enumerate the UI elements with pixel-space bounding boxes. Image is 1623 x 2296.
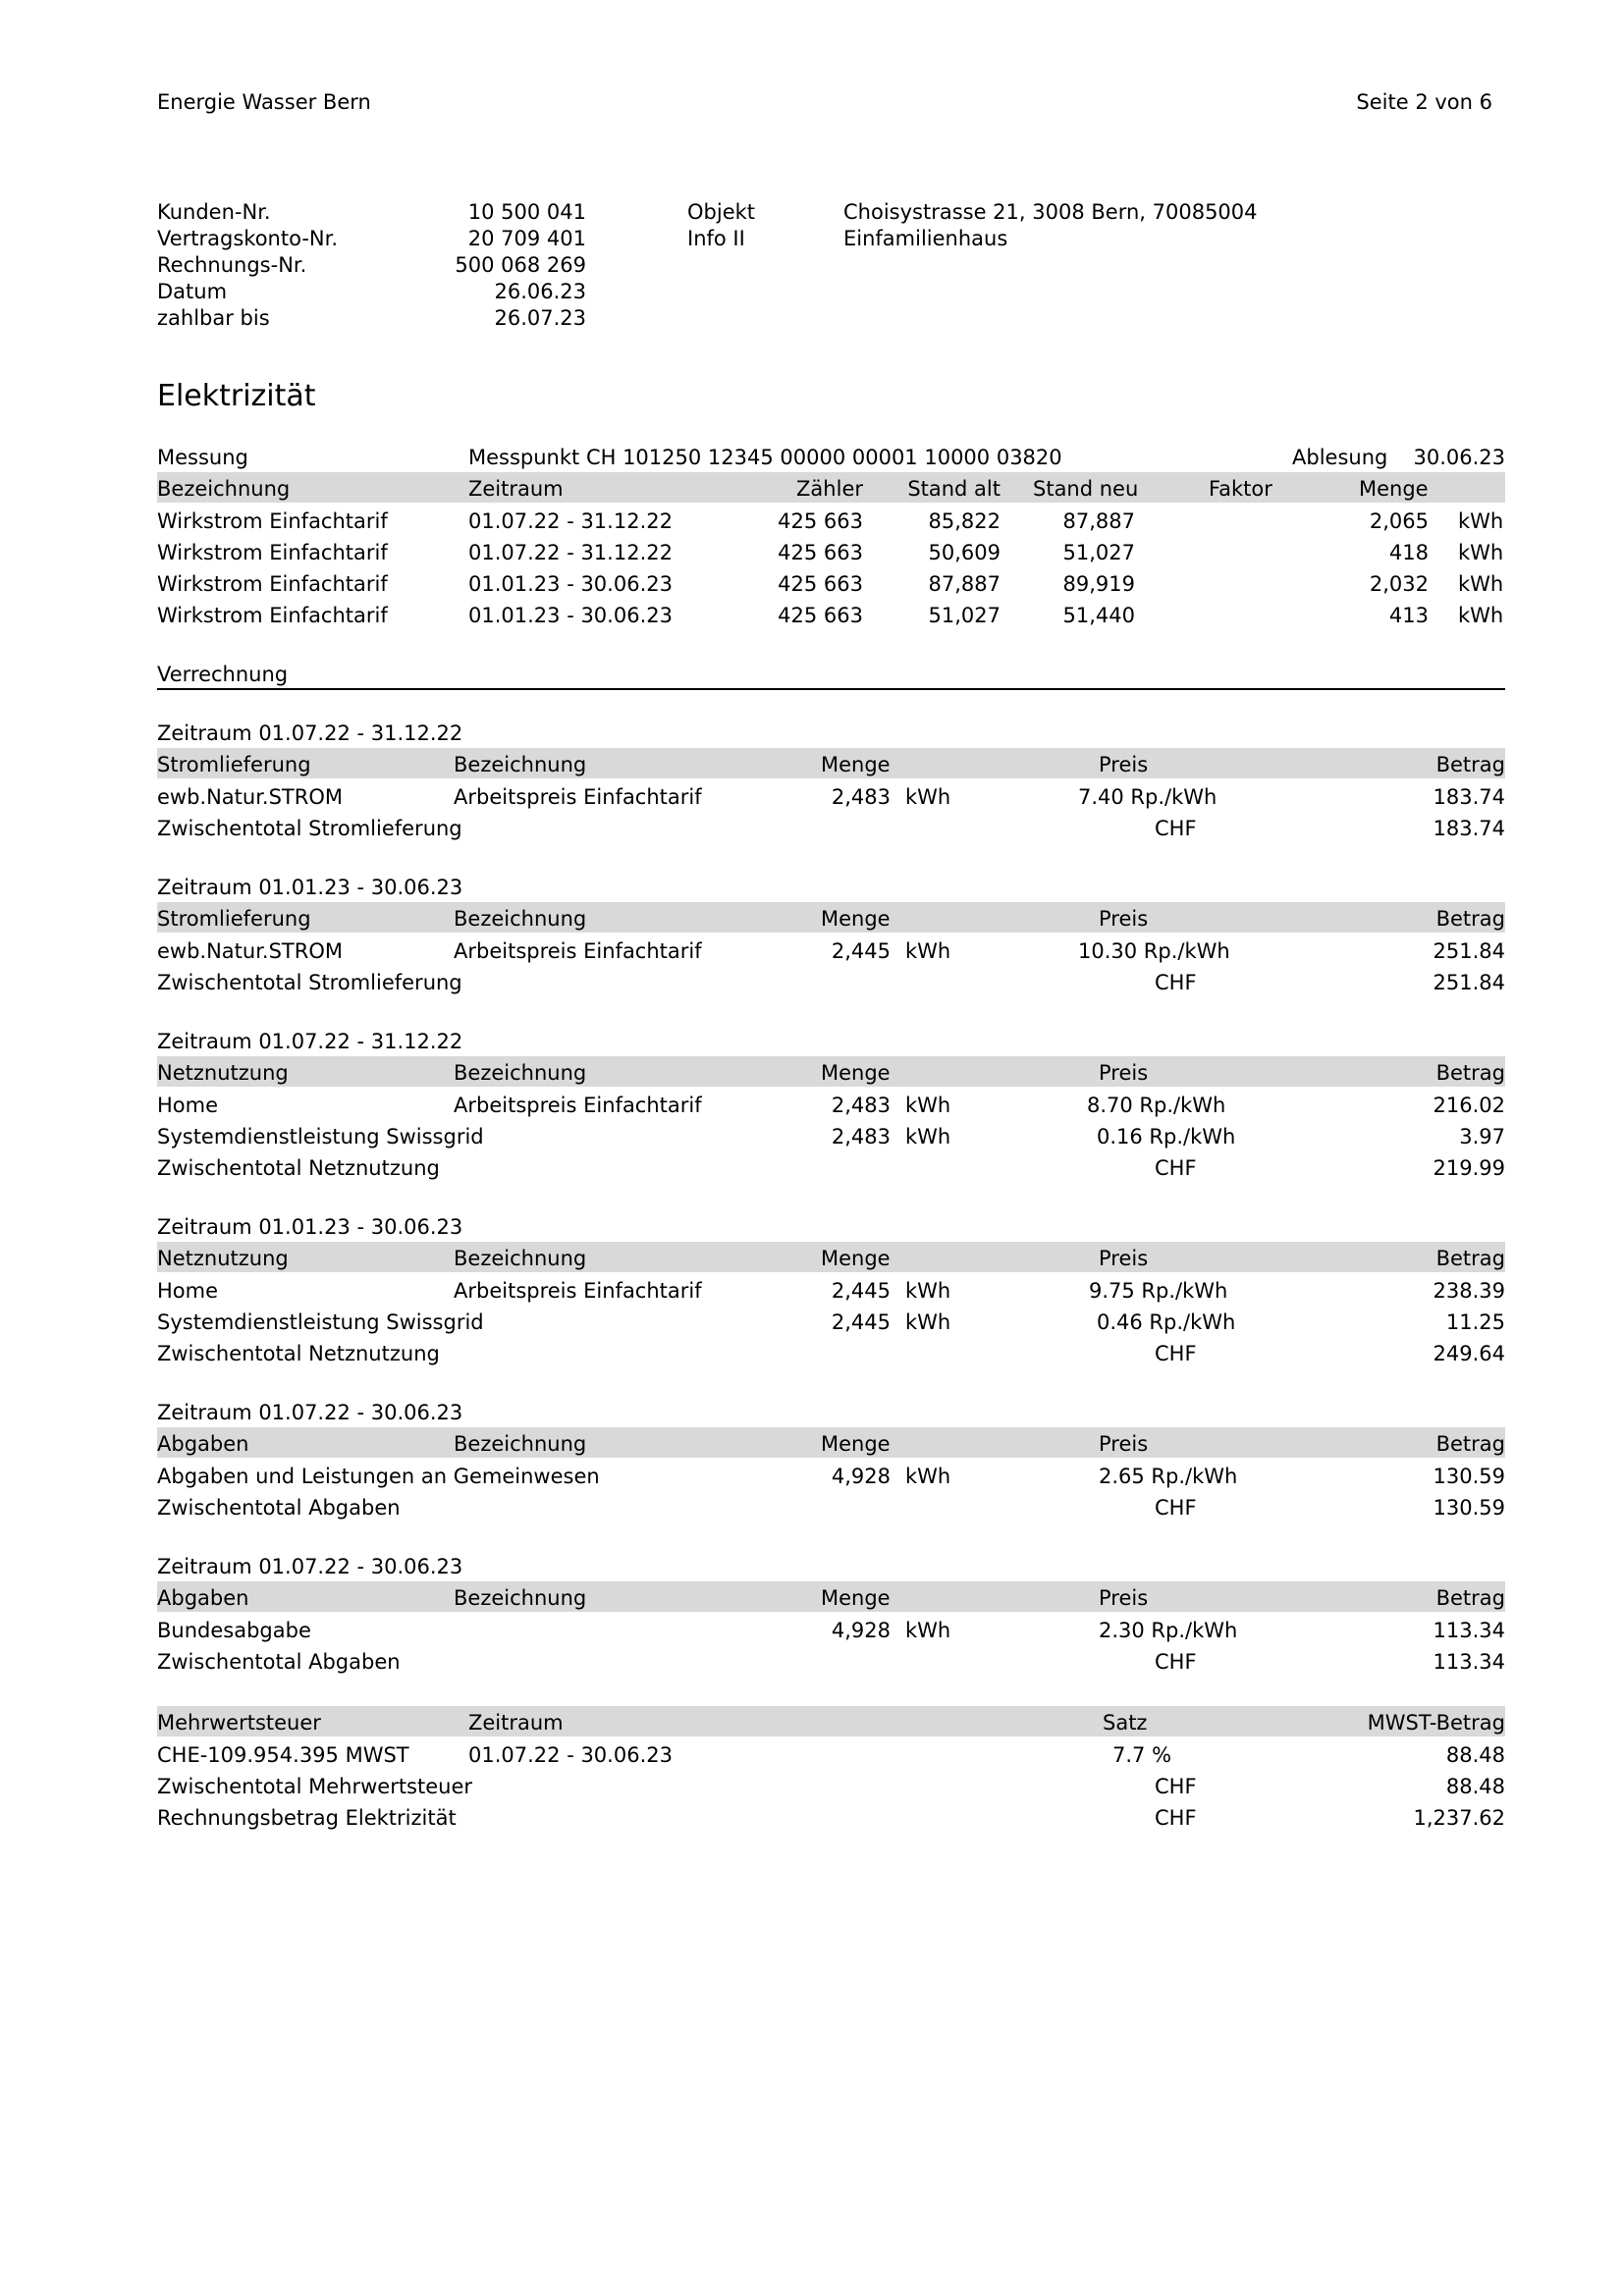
period-label: Zeitraum 01.01.23 - 30.06.23 — [157, 1215, 463, 1239]
billing-col-header: Netznutzung — [157, 1061, 289, 1085]
subtotal-currency: CHF — [1155, 817, 1197, 840]
billing-item-betrag: 11.25 — [1445, 1310, 1505, 1334]
billing-item-unit: kWh — [905, 1279, 951, 1303]
billing-item-preis: 8.70 Rp./kWh — [1087, 1094, 1226, 1117]
billing-item-name: Systemdienstleistung Swissgrid — [157, 1310, 484, 1334]
billing-item-menge: 4,928 — [831, 1465, 891, 1488]
vat-col-header: MWST-Betrag — [1367, 1711, 1505, 1735]
billing-col-header: Betrag — [1435, 907, 1505, 931]
billing-col-header: Bezeichnung — [454, 1247, 587, 1270]
subtotal-amount: 249.64 — [1433, 1342, 1505, 1365]
subtotal-currency: CHF — [1155, 971, 1197, 994]
subtotal-currency: CHF — [1155, 1342, 1197, 1365]
billing-col-header: Stromlieferung — [157, 907, 311, 931]
billing-item-name: Abgaben und Leistungen an Gemeinwesen — [157, 1465, 600, 1488]
billing-col-header: Betrag — [1435, 1247, 1505, 1270]
subtotal-label: Zwischentotal Stromlieferung — [157, 817, 462, 840]
billing-item-menge: 4,928 — [831, 1619, 891, 1642]
billing-col-header: Betrag — [1435, 1586, 1505, 1610]
measurement-cell: 89,919 — [1062, 572, 1135, 596]
object-value: Choisystrasse 21, 3008 Bern, 70085004 — [843, 200, 1258, 224]
period-label: Zeitraum 01.07.22 - 30.06.23 — [157, 1555, 463, 1578]
period-label: Zeitraum 01.01.23 - 30.06.23 — [157, 876, 463, 899]
subtotal-label: Zwischentotal Abgaben — [157, 1650, 401, 1674]
billing-item-betrag: 216.02 — [1433, 1094, 1505, 1117]
measurement-cell: 425 663 — [778, 604, 863, 627]
billing-item-name: Systemdienstleistung Swissgrid — [157, 1125, 484, 1148]
customer-value: 26.06.23 — [494, 280, 586, 303]
measurement-cell: 85,822 — [928, 509, 1001, 533]
billing-item-betrag: 130.59 — [1433, 1465, 1505, 1488]
billing-col-header: Betrag — [1435, 1061, 1505, 1085]
section-title: Elektrizität — [157, 379, 316, 413]
billing-item-preis: 0.16 Rp./kWh — [1097, 1125, 1236, 1148]
billing-item-name: ewb.Natur.STROM — [157, 785, 343, 809]
period-label: Zeitraum 01.07.22 - 30.06.23 — [157, 1401, 463, 1424]
billing-item-unit: kWh — [905, 1310, 951, 1334]
verrechnung-title: Verrechnung — [157, 663, 289, 686]
measurement-unit: kWh — [1458, 604, 1504, 627]
period-label: Zeitraum 01.07.22 - 31.12.22 — [157, 1030, 463, 1053]
billing-item-preis: 0.46 Rp./kWh — [1097, 1310, 1236, 1334]
col-header: Menge — [1359, 477, 1429, 501]
measurement-cell: Wirkstrom Einfachtarif — [157, 509, 388, 533]
invoice-total-amount: 1,237.62 — [1413, 1806, 1505, 1830]
subtotal-label: Zwischentotal Stromlieferung — [157, 971, 462, 994]
billing-col-header: Betrag — [1435, 1432, 1505, 1456]
vat-period: 01.07.22 - 30.06.23 — [468, 1743, 673, 1767]
billing-item-menge: 2,445 — [831, 1279, 891, 1303]
vat-id: CHE-109.954.395 MWST — [157, 1743, 409, 1767]
customer-value: 500 068 269 — [455, 253, 586, 277]
subtotal-currency: CHF — [1155, 1496, 1197, 1520]
billing-item-preis: 9.75 Rp./kWh — [1089, 1279, 1228, 1303]
billing-item-name: Home — [157, 1279, 219, 1303]
billing-col-header: Bezeichnung — [454, 907, 587, 931]
vat-rate: 7.7 % — [1112, 1743, 1172, 1767]
page-indicator: Seite 2 von 6 — [1356, 90, 1492, 114]
measurement-cell: 2,032 — [1369, 572, 1429, 596]
measurement-cell: 425 663 — [778, 541, 863, 564]
vat-header-band — [157, 1706, 1505, 1736]
measurement-cell: 01.07.22 - 31.12.22 — [468, 509, 673, 533]
subtotal-label: Zwischentotal Abgaben — [157, 1496, 401, 1520]
measurement-cell: 01.01.23 - 30.06.23 — [468, 604, 673, 627]
billing-item-bez: Arbeitspreis Einfachtarif — [454, 1279, 702, 1303]
col-header: Faktor — [1209, 477, 1272, 501]
billing-col-header: Stromlieferung — [157, 753, 311, 776]
billing-col-header: Abgaben — [157, 1586, 249, 1610]
measurement-cell: 425 663 — [778, 572, 863, 596]
customer-label: Rechnungs-Nr. — [157, 253, 307, 277]
measurement-cell: 2,065 — [1369, 509, 1429, 533]
customer-value: 10 500 041 — [467, 200, 586, 224]
ablesung-date: 30.06.23 — [1413, 446, 1505, 469]
billing-col-header: Netznutzung — [157, 1247, 289, 1270]
billing-col-header: Menge — [821, 907, 891, 931]
messpunkt: Messpunkt CH 101250 12345 00000 00001 10000 03820 — [468, 446, 1062, 469]
billing-item-betrag: 238.39 — [1433, 1279, 1505, 1303]
col-header: Stand alt — [907, 477, 1001, 501]
billing-col-header: Menge — [821, 1432, 891, 1456]
billing-item-bez: Arbeitspreis Einfachtarif — [454, 1094, 702, 1117]
billing-item-preis: 7.40 Rp./kWh — [1078, 785, 1217, 809]
vat-subtotal-label: Zwischentotal Mehrwertsteuer — [157, 1775, 473, 1798]
vat-subtotal-amount: 88.48 — [1445, 1775, 1505, 1798]
billing-item-preis: 10.30 Rp./kWh — [1078, 939, 1230, 963]
measurement-cell: 413 — [1388, 604, 1429, 627]
measurement-unit: kWh — [1458, 541, 1504, 564]
billing-col-header: Menge — [821, 1247, 891, 1270]
subtotal-amount: 183.74 — [1433, 817, 1505, 840]
vat-subtotal-currency: CHF — [1155, 1775, 1197, 1798]
measurement-unit: kWh — [1458, 509, 1504, 533]
billing-col-header: Abgaben — [157, 1432, 249, 1456]
customer-value: 26.07.23 — [494, 306, 586, 330]
billing-item-unit: kWh — [905, 939, 951, 963]
invoice-total-currency: CHF — [1155, 1806, 1197, 1830]
billing-item-unit: kWh — [905, 1465, 951, 1488]
subtotal-currency: CHF — [1155, 1650, 1197, 1674]
billing-item-menge: 2,445 — [831, 1310, 891, 1334]
billing-item-preis: 2.65 Rp./kWh — [1099, 1465, 1238, 1488]
measurement-cell: 51,027 — [928, 604, 1001, 627]
billing-item-name: Home — [157, 1094, 219, 1117]
customer-value: 20 709 401 — [467, 227, 586, 250]
billing-col-header: Menge — [821, 1586, 891, 1610]
info-label: Info II — [687, 227, 745, 250]
measurement-cell: Wirkstrom Einfachtarif — [157, 572, 388, 596]
billing-col-header: Preis — [1099, 1247, 1149, 1270]
vat-amount: 88.48 — [1445, 1743, 1505, 1767]
period-label: Zeitraum 01.07.22 - 31.12.22 — [157, 721, 463, 745]
measurement-cell: 50,609 — [928, 541, 1001, 564]
measurement-cell: 87,887 — [928, 572, 1001, 596]
customer-label: Datum — [157, 280, 228, 303]
billing-col-header: Bezeichnung — [454, 1586, 587, 1610]
billing-item-menge: 2,483 — [831, 785, 891, 809]
billing-col-header: Menge — [821, 1061, 891, 1085]
billing-col-header: Bezeichnung — [454, 1432, 587, 1456]
object-label: Objekt — [687, 200, 756, 224]
billing-item-betrag: 251.84 — [1433, 939, 1505, 963]
measurement-cell: 51,440 — [1062, 604, 1135, 627]
billing-item-menge: 2,445 — [831, 939, 891, 963]
billing-col-header: Preis — [1099, 1586, 1149, 1610]
billing-col-header: Bezeichnung — [454, 1061, 587, 1085]
measurement-cell: Wirkstrom Einfachtarif — [157, 541, 388, 564]
invoice-total-label: Rechnungsbetrag Elektrizität — [157, 1806, 457, 1830]
col-header: Zähler — [796, 477, 863, 501]
billing-item-name: Bundesabgabe — [157, 1619, 311, 1642]
measurement-cell: 87,887 — [1062, 509, 1135, 533]
col-header: Bezeichnung — [157, 477, 291, 501]
measurement-label: Messung — [157, 446, 248, 469]
billing-item-name: ewb.Natur.STROM — [157, 939, 343, 963]
vat-col-header: Mehrwertsteuer — [157, 1711, 321, 1735]
billing-col-header: Menge — [821, 753, 891, 776]
customer-label: Vertragskonto-Nr. — [157, 227, 339, 250]
info-value: Einfamilienhaus — [843, 227, 1008, 250]
subtotal-amount: 113.34 — [1433, 1650, 1505, 1674]
subtotal-amount: 130.59 — [1433, 1496, 1505, 1520]
billing-item-menge: 2,483 — [831, 1125, 891, 1148]
billing-col-header: Preis — [1099, 753, 1149, 776]
measurement-cell: 01.01.23 - 30.06.23 — [468, 572, 673, 596]
measurement-unit: kWh — [1458, 572, 1504, 596]
subtotal-amount: 219.99 — [1433, 1156, 1505, 1180]
col-header: Stand neu — [1033, 477, 1139, 501]
billing-col-header: Preis — [1099, 1432, 1149, 1456]
billing-item-betrag: 113.34 — [1433, 1619, 1505, 1642]
measurement-cell: 01.07.22 - 31.12.22 — [468, 541, 673, 564]
col-header: Zeitraum — [468, 477, 564, 501]
billing-item-unit: kWh — [905, 1619, 951, 1642]
billing-item-betrag: 3.97 — [1459, 1125, 1505, 1148]
subtotal-amount: 251.84 — [1433, 971, 1505, 994]
billing-item-unit: kWh — [905, 1125, 951, 1148]
vat-col-header: Zeitraum — [468, 1711, 564, 1735]
ablesung-label: Ablesung — [1292, 446, 1388, 469]
billing-item-betrag: 183.74 — [1433, 785, 1505, 809]
billing-item-unit: kWh — [905, 1094, 951, 1117]
customer-label: zahlbar bis — [157, 306, 270, 330]
measurement-cell: 51,027 — [1062, 541, 1135, 564]
subtotal-currency: CHF — [1155, 1156, 1197, 1180]
company-name: Energie Wasser Bern — [157, 90, 371, 114]
subtotal-label: Zwischentotal Netznutzung — [157, 1342, 440, 1365]
measurement-cell: 425 663 — [778, 509, 863, 533]
measurement-cell: 418 — [1388, 541, 1429, 564]
billing-col-header: Betrag — [1435, 753, 1505, 776]
vat-col-header: Satz — [1103, 1711, 1148, 1735]
customer-label: Kunden-Nr. — [157, 200, 271, 224]
billing-item-unit: kWh — [905, 785, 951, 809]
subtotal-label: Zwischentotal Netznutzung — [157, 1156, 440, 1180]
billing-item-bez: Arbeitspreis Einfachtarif — [454, 939, 702, 963]
billing-item-menge: 2,483 — [831, 1094, 891, 1117]
billing-item-preis: 2.30 Rp./kWh — [1099, 1619, 1238, 1642]
measurement-cell: Wirkstrom Einfachtarif — [157, 604, 388, 627]
billing-col-header: Preis — [1099, 907, 1149, 931]
billing-item-bez: Arbeitspreis Einfachtarif — [454, 785, 702, 809]
billing-col-header: Preis — [1099, 1061, 1149, 1085]
verrechnung-rule — [157, 688, 1505, 690]
billing-col-header: Bezeichnung — [454, 753, 587, 776]
